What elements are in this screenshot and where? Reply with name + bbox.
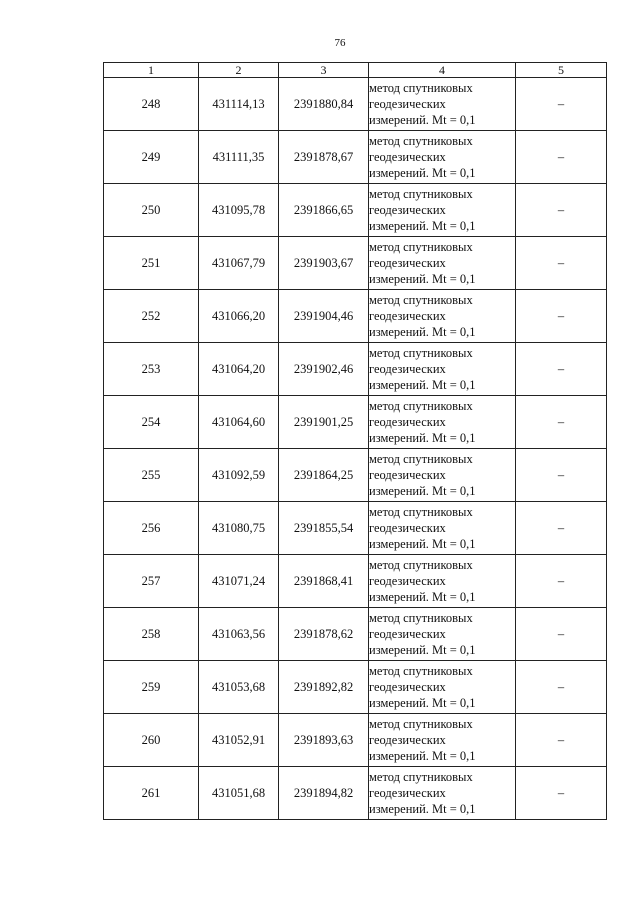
point-number-cell: 261 <box>104 767 199 820</box>
method-line: измерений. Mt = 0,1 <box>369 219 476 233</box>
x-coordinate-cell: 431052,91 <box>199 714 279 767</box>
method-line: метод спутниковых <box>369 81 473 95</box>
point-number-cell: 252 <box>104 290 199 343</box>
method-line: геодезических <box>369 521 446 535</box>
x-coordinate-cell: 431064,20 <box>199 343 279 396</box>
note-cell: – <box>516 449 607 502</box>
table-row <box>104 290 607 343</box>
method-line: геодезических <box>369 309 446 323</box>
page-number: 76 <box>334 37 346 49</box>
y-coordinate-cell: 2391864,25 <box>279 449 369 502</box>
y-coordinate-cell: 2391902,46 <box>279 343 369 396</box>
x-coordinate-cell: 431067,79 <box>199 237 279 290</box>
method-line: измерений. Mt = 0,1 <box>369 272 476 286</box>
method-line: измерений. Mt = 0,1 <box>369 749 476 763</box>
table-row <box>104 396 607 449</box>
x-coordinate-cell: 431051,68 <box>199 767 279 820</box>
method-line: измерений. Mt = 0,1 <box>369 113 476 127</box>
y-coordinate-cell: 2391855,54 <box>279 502 369 555</box>
y-coordinate-cell: 2391892,82 <box>279 661 369 714</box>
header-col-1: 1 <box>104 63 199 78</box>
method-line: метод спутниковых <box>369 134 473 148</box>
method-line: измерений. Mt = 0,1 <box>369 431 476 445</box>
method-line: измерений. Mt = 0,1 <box>369 802 476 816</box>
point-number-cell: 255 <box>104 449 199 502</box>
method-line: метод спутниковых <box>369 611 473 625</box>
method-line: метод спутниковых <box>369 717 473 731</box>
method-cell <box>369 502 516 555</box>
method-line: геодезических <box>369 733 446 747</box>
method-line: метод спутниковых <box>369 187 473 201</box>
point-number-cell: 257 <box>104 555 199 608</box>
y-coordinate-cell: 2391894,82 <box>279 767 369 820</box>
point-number-cell: 260 <box>104 714 199 767</box>
note-cell: – <box>516 396 607 449</box>
table-row <box>104 131 607 184</box>
method-line: метод спутниковых <box>369 452 473 466</box>
table-row <box>104 608 607 661</box>
y-coordinate-cell: 2391901,25 <box>279 396 369 449</box>
x-coordinate-cell: 431095,78 <box>199 184 279 237</box>
method-line: геодезических <box>369 256 446 270</box>
table-row <box>104 184 607 237</box>
method-line: метод спутниковых <box>369 240 473 254</box>
method-line: геодезических <box>369 415 446 429</box>
method-line: измерений. Mt = 0,1 <box>369 325 476 339</box>
method-line: измерений. Mt = 0,1 <box>369 166 476 180</box>
note-cell: – <box>516 502 607 555</box>
y-coordinate-cell: 2391866,65 <box>279 184 369 237</box>
header-col-3: 3 <box>279 63 369 78</box>
y-coordinate-cell: 2391904,46 <box>279 290 369 343</box>
y-coordinate-cell: 2391878,62 <box>279 608 369 661</box>
method-line: геодезических <box>369 362 446 376</box>
header-col-5: 5 <box>516 63 607 78</box>
method-line: геодезических <box>369 468 446 482</box>
point-number-cell: 248 <box>104 78 199 131</box>
x-coordinate-cell: 431066,20 <box>199 290 279 343</box>
point-number-cell: 251 <box>104 237 199 290</box>
method-line: метод спутниковых <box>369 770 473 784</box>
point-number-cell: 259 <box>104 661 199 714</box>
table-header <box>104 63 607 78</box>
method-line: геодезических <box>369 680 446 694</box>
method-line: измерений. Mt = 0,1 <box>369 696 476 710</box>
table-row <box>104 78 607 131</box>
method-line: измерений. Mt = 0,1 <box>369 643 476 657</box>
method-cell <box>369 343 516 396</box>
x-coordinate-cell: 431080,75 <box>199 502 279 555</box>
header-row <box>104 63 607 78</box>
method-cell <box>369 555 516 608</box>
header-col-4: 4 <box>369 63 516 78</box>
table-row <box>104 343 607 396</box>
note-cell: – <box>516 237 607 290</box>
method-line: метод спутниковых <box>369 399 473 413</box>
method-line: измерений. Mt = 0,1 <box>369 537 476 551</box>
table-row <box>104 714 607 767</box>
table-body <box>104 78 607 820</box>
point-number-cell: 256 <box>104 502 199 555</box>
x-coordinate-cell: 431114,13 <box>199 78 279 131</box>
method-cell <box>369 449 516 502</box>
method-cell <box>369 237 516 290</box>
note-cell: – <box>516 184 607 237</box>
note-cell: – <box>516 714 607 767</box>
note-cell: – <box>516 767 607 820</box>
table-row <box>104 237 607 290</box>
method-line: метод спутниковых <box>369 293 473 307</box>
point-number-cell: 250 <box>104 184 199 237</box>
method-cell <box>369 184 516 237</box>
table-row <box>104 449 607 502</box>
method-line: геодезических <box>369 150 446 164</box>
method-line: метод спутниковых <box>369 664 473 678</box>
x-coordinate-cell: 431053,68 <box>199 661 279 714</box>
point-number-cell: 258 <box>104 608 199 661</box>
note-cell: – <box>516 290 607 343</box>
y-coordinate-cell: 2391878,67 <box>279 131 369 184</box>
method-line: метод спутниковых <box>369 346 473 360</box>
method-cell <box>369 78 516 131</box>
method-cell <box>369 396 516 449</box>
x-coordinate-cell: 431064,60 <box>199 396 279 449</box>
y-coordinate-cell: 2391868,41 <box>279 555 369 608</box>
method-line: метод спутниковых <box>369 505 473 519</box>
method-line: геодезических <box>369 786 446 800</box>
method-line: геодезических <box>369 627 446 641</box>
note-cell: – <box>516 661 607 714</box>
y-coordinate-cell: 2391903,67 <box>279 237 369 290</box>
method-cell <box>369 290 516 343</box>
note-cell: – <box>516 343 607 396</box>
x-coordinate-cell: 431092,59 <box>199 449 279 502</box>
method-line: геодезических <box>369 97 446 111</box>
note-cell: – <box>516 555 607 608</box>
point-number-cell: 249 <box>104 131 199 184</box>
method-line: геодезических <box>369 574 446 588</box>
method-line: измерений. Mt = 0,1 <box>369 590 476 604</box>
method-cell <box>369 608 516 661</box>
note-cell: – <box>516 78 607 131</box>
coordinates-table <box>103 62 607 820</box>
table-row <box>104 502 607 555</box>
y-coordinate-cell: 2391880,84 <box>279 78 369 131</box>
method-line: геодезических <box>369 203 446 217</box>
point-number-cell: 254 <box>104 396 199 449</box>
header-col-2: 2 <box>199 63 279 78</box>
note-cell: – <box>516 608 607 661</box>
method-line: метод спутниковых <box>369 558 473 572</box>
note-cell: – <box>516 131 607 184</box>
table-row <box>104 661 607 714</box>
method-cell <box>369 131 516 184</box>
table-row <box>104 767 607 820</box>
method-line: измерений. Mt = 0,1 <box>369 484 476 498</box>
point-number-cell: 253 <box>104 343 199 396</box>
x-coordinate-cell: 431063,56 <box>199 608 279 661</box>
x-coordinate-cell: 431071,24 <box>199 555 279 608</box>
table-row <box>104 555 607 608</box>
method-cell <box>369 714 516 767</box>
y-coordinate-cell: 2391893,63 <box>279 714 369 767</box>
method-cell <box>369 767 516 820</box>
x-coordinate-cell: 431111,35 <box>199 131 279 184</box>
method-line: измерений. Mt = 0,1 <box>369 378 476 392</box>
method-cell <box>369 661 516 714</box>
